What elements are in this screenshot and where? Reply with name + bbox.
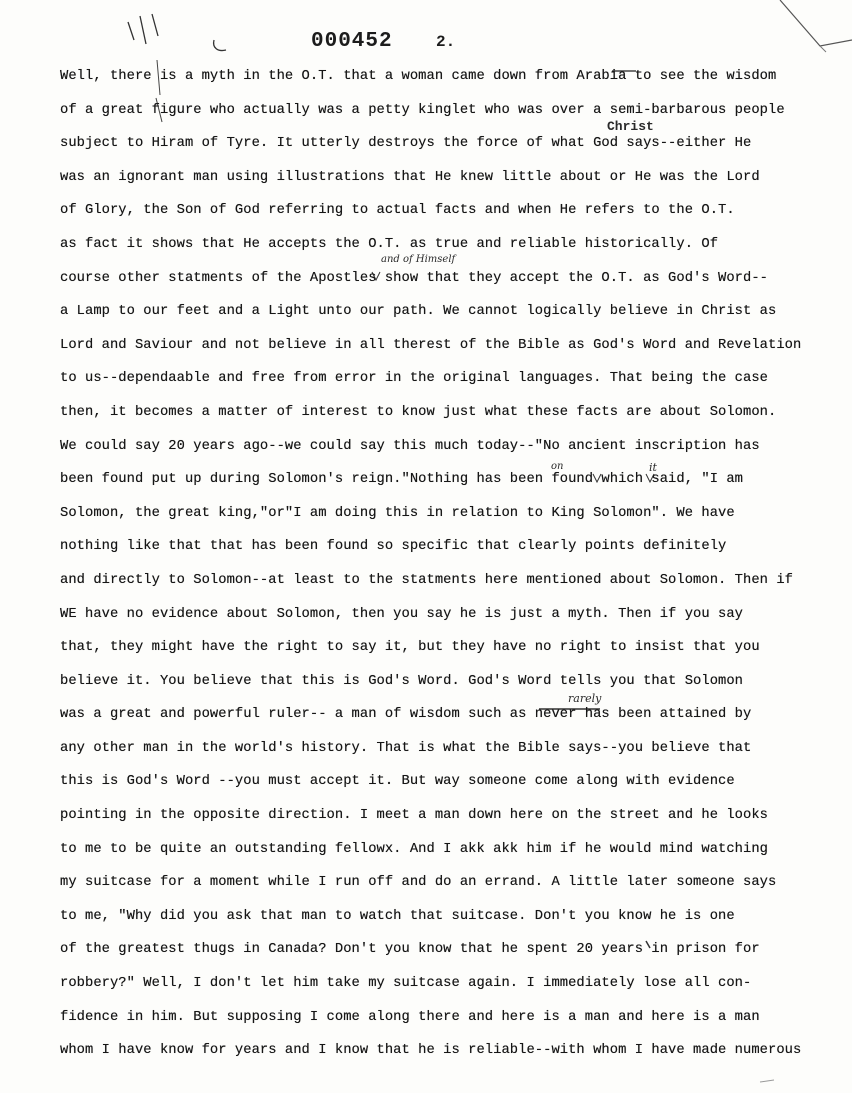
handwritten-correction-rarely: rarely xyxy=(568,692,602,705)
text-line: this is God's Word --you must accept it. But way someone come along with evidence xyxy=(60,774,735,790)
text-line: and directly to Solomon--at least to the statments here mentioned about Solomon. Then if xyxy=(60,572,793,588)
text-line: course other statments of the Apostles show that they accept the O.T. as God's Word-- xyxy=(60,270,769,286)
text-line: of the greatest thugs in Canada? Don't you know that he spent 20 years in prison for xyxy=(60,942,760,958)
text-line: a Lamp to our feet and a Light unto our path. We cannot logically believe in Christ as xyxy=(60,304,777,320)
text-line: WE have no evidence about Solomon, then you say he is just a myth. Then if you say xyxy=(60,606,744,622)
typed-body-text xyxy=(60,66,820,1074)
page-number: 2. xyxy=(436,33,456,51)
text-line: been found put up during Solomon's reign."Nothing has been found which said, "I am xyxy=(60,472,744,488)
text-line: any other man in the world's history. That is what the Bible says--you believe that xyxy=(60,740,752,756)
handwritten-correction-christ: Christ xyxy=(607,119,654,134)
handwritten-insertion-it: it xyxy=(649,461,657,474)
text-line: was an ignorant man using illustrations that He knew little about or He was the Lord xyxy=(60,169,760,185)
text-line: Lord and Saviour and not believe in all therest of the Bible as God's Word and Revelation xyxy=(60,337,802,353)
text-line: to me, "Why did you ask that man to watch that suitcase. Don't you know he is one xyxy=(60,908,735,924)
text-line: nothing like that that has been found so specific that clearly points definitely xyxy=(60,539,727,555)
text-line: that, they might have the right to say it, but they have no right to insist that you xyxy=(60,640,760,656)
text-line: Well, there is a myth in the O.T. that a woman came down from Arabia to see the wisdom xyxy=(60,69,777,84)
text-line: my suitcase for a moment while I run off and do an errand. A little later someone says xyxy=(60,875,777,891)
text-line: We could say 20 years ago--we could say this much today--"No ancient inscription has xyxy=(60,438,760,454)
text-line: of Glory, the Son of God referring to actual facts and when He refers to the O.T. xyxy=(60,203,735,219)
text-line: to me to be quite an outstanding fellowx. And I akk akk him if he would mind watching xyxy=(60,841,769,857)
text-line: whom I have know for years and I know that he is reliable--with whom I have made numerous xyxy=(60,1043,802,1059)
text-line: fidence in him. But supposing I come along there and here is a man and here is a man xyxy=(60,1009,760,1025)
text-line: of a great figure who actually was a petty kinglet who was over a semi-barbarous people xyxy=(60,102,785,118)
text-line: as fact it shows that He accepts the O.T. as true and reliable historically. Of xyxy=(60,236,719,252)
text-line: Solomon, the great king,"or"I am doing this in relation to King Solomon". We have xyxy=(60,505,735,521)
text-line: believe it. You believe that this is God's Word. God's Word tells you that Solomon xyxy=(60,673,744,689)
text-line: pointing in the opposite direction. I meet a man down here on the street and he looks xyxy=(60,808,769,824)
text-line: subject to Hiram of Tyre. It utterly destroys the force of what God says--either He xyxy=(60,136,752,152)
text-line: to us--dependaable and free from error in the original languages. That being the case xyxy=(60,371,769,387)
handwritten-insertion-on: on xyxy=(551,461,564,472)
text-line: robbery?" Well, I don't let him take my suitcase again. I immediately lose all con- xyxy=(60,976,752,992)
text-line: was a great and powerful ruler-- a man of wisdom such as never has been attained by xyxy=(60,707,752,723)
text-line: then, it becomes a matter of interest to know just what these facts are about Solomon. xyxy=(60,404,777,420)
document-number: 000452 xyxy=(311,30,393,53)
handwritten-insertion-and-of-himself: and of Himself xyxy=(381,254,456,265)
